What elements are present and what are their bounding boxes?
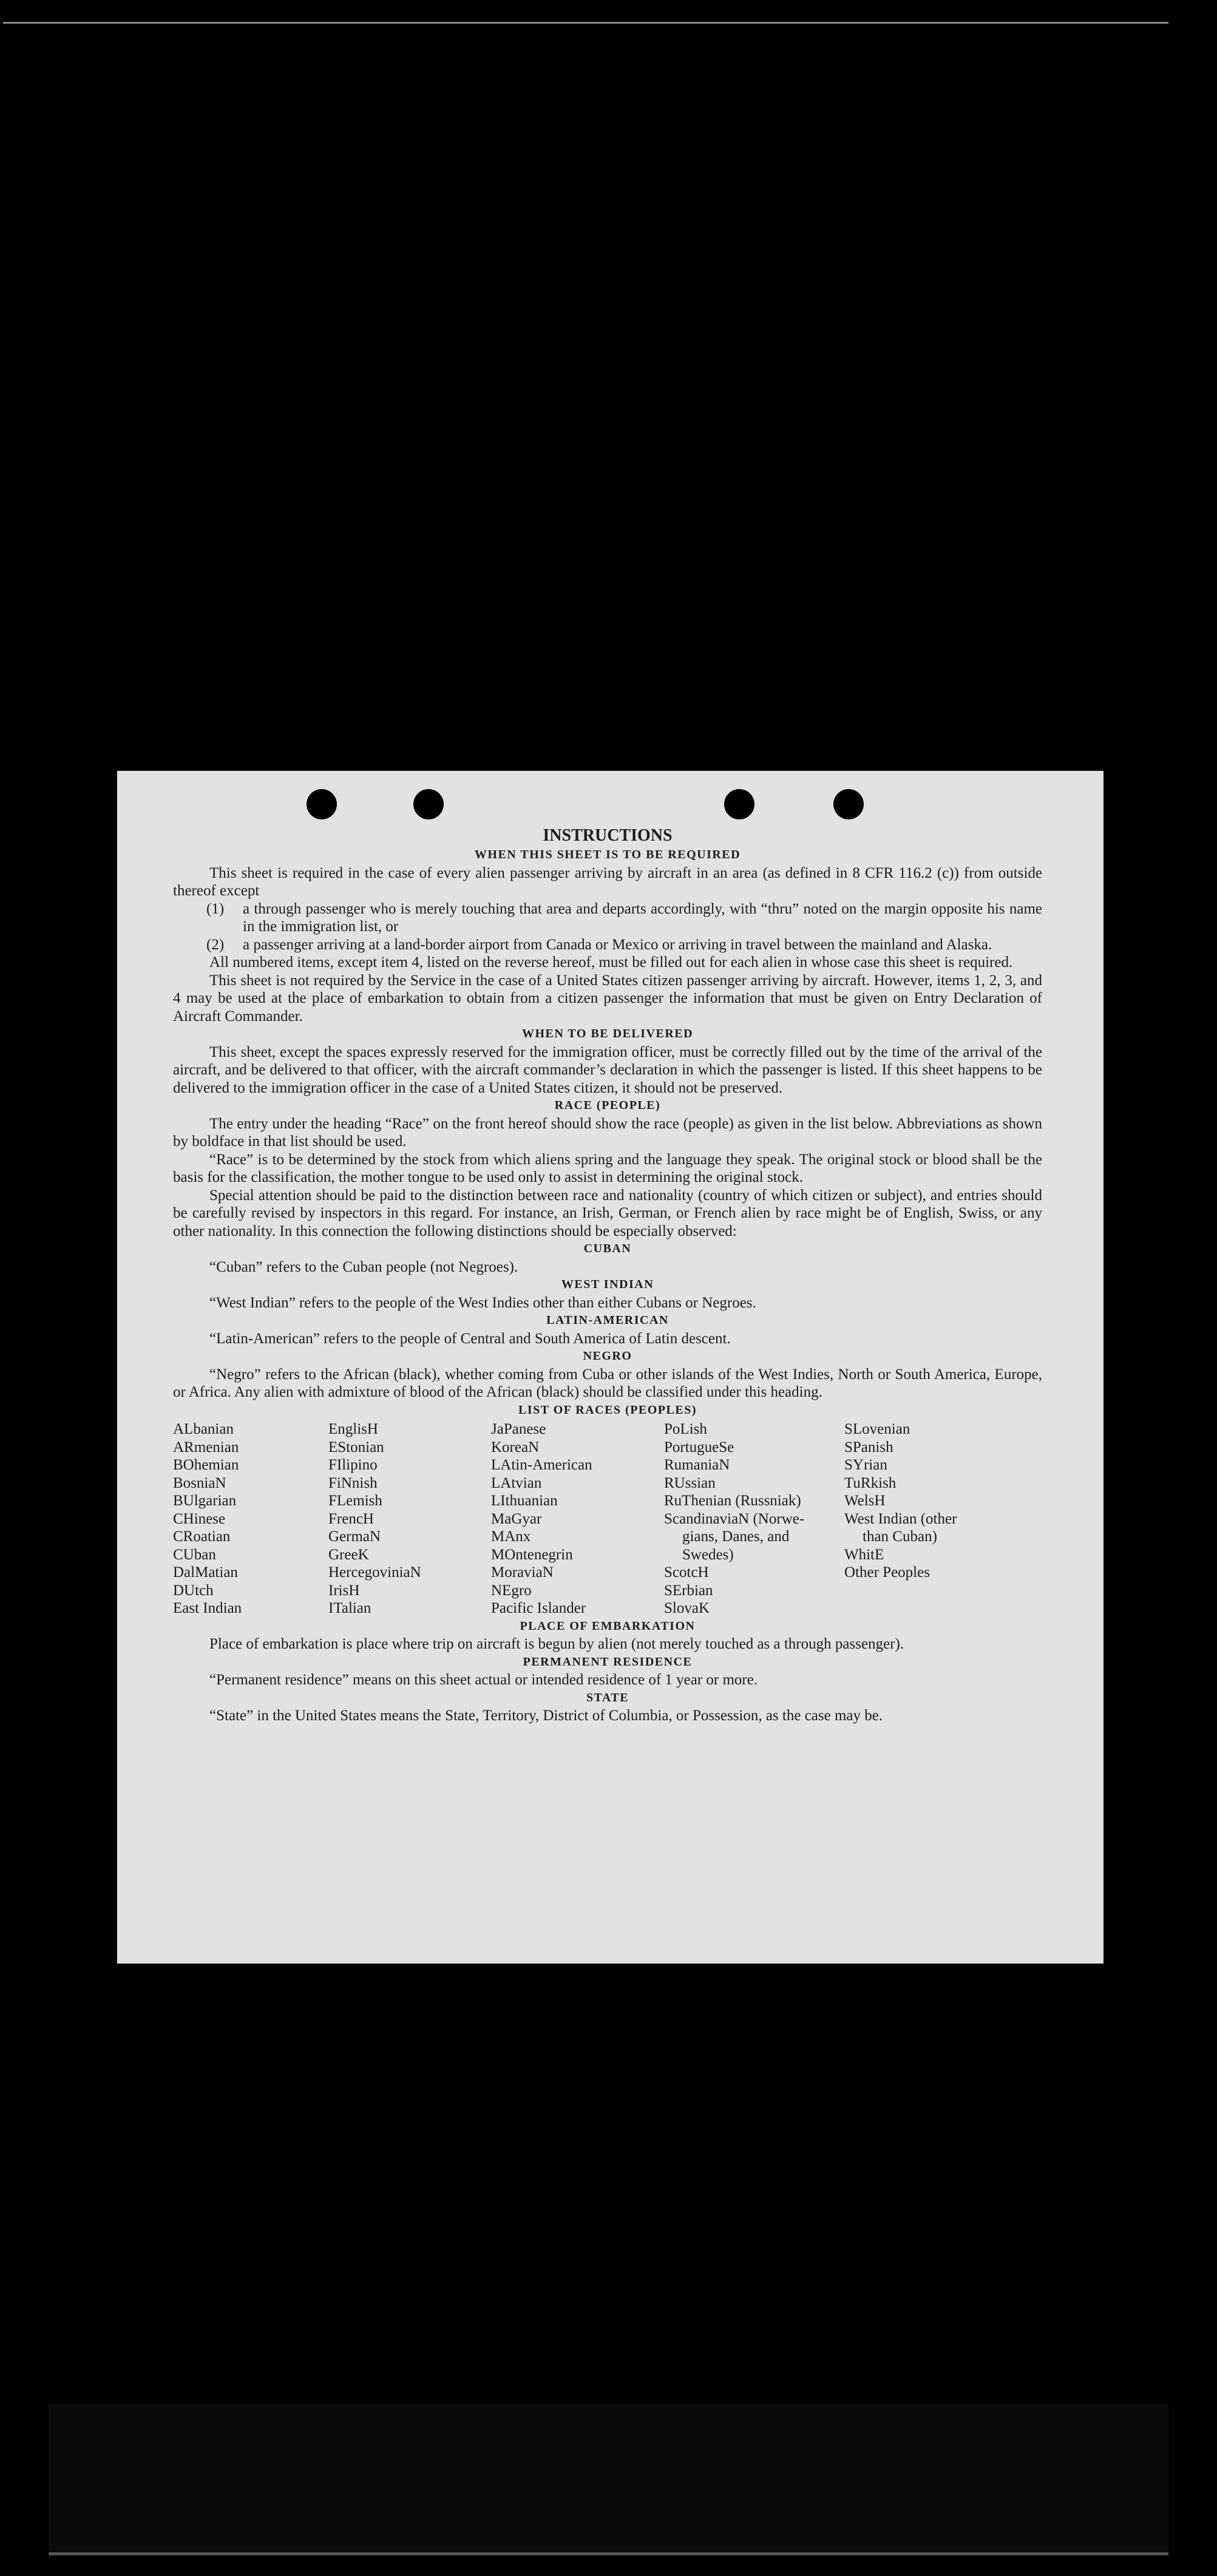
races-column xyxy=(664,1420,844,1618)
race-entry: DUtch xyxy=(173,1582,214,1599)
exception-item xyxy=(206,900,1042,936)
paragraph: This sheet, except the spaces expressly reserved for the immigration officer, must be correctly filled out by the time of the arrival of the aircraft, and be delivered to that officer, with the aircraft commander’s declaration in which the passenger is listed. If this sheet happens to be delivered to the immigration officer in the case of a United States citizen, it should not be preserved. xyxy=(173,1043,1042,1096)
instructions-text xyxy=(173,825,1042,1725)
race-entry: MoraviaN xyxy=(491,1564,554,1581)
races-column xyxy=(491,1420,664,1618)
race-entry: West Indian (other xyxy=(844,1510,957,1527)
paragraph: “State” in the United States means the State, Territory, District of Columbia, or Possession, as the case may be. xyxy=(209,1707,883,1724)
race-entry: IrisH xyxy=(328,1582,360,1599)
race-entry: EnglisH xyxy=(328,1421,378,1437)
race-entry-continued: gians, Danes, and xyxy=(682,1528,790,1545)
race-entry: Other Peoples xyxy=(844,1564,930,1581)
punch-hole xyxy=(413,789,444,819)
race-entry: SlovaK xyxy=(664,1600,710,1616)
paragraph: “Negro” refers to the African (black), whether coming from Cuba or other islands of the West Indies, North or South America, Europe, or Africa. Any alien with admixture of blood of the African (black) should be classified under this heading. xyxy=(173,1366,1042,1400)
race-entry: MaGyar xyxy=(491,1510,542,1527)
heading-latin-american: LATIN-AMERICAN xyxy=(546,1313,669,1327)
heading-place-of-embarkation: PLACE OF EMBARKATION xyxy=(520,1619,696,1633)
race-entry: MAnx xyxy=(491,1528,531,1545)
race-entry: FiNnish xyxy=(328,1474,378,1491)
race-entry: LAtvian xyxy=(491,1474,542,1491)
race-entry: JaPanese xyxy=(491,1421,546,1437)
race-entry: ScandinaviaN (Norwe- xyxy=(664,1510,805,1527)
race-entry: BOhemian xyxy=(173,1457,239,1473)
punch-hole xyxy=(724,789,754,819)
race-entry-continued: Swedes) xyxy=(682,1546,734,1563)
instruction-sheet xyxy=(117,771,1103,1964)
top-edge-line xyxy=(3,22,1168,24)
paragraph: This sheet is required in the case of every alien passenger arriving by aircraft in an area (as defined in 8 CFR 116.2 (c)) from outside thereof except xyxy=(173,864,1042,899)
paragraph: “West Indian” refers to the people of the West Indies other than either Cubans or Negroes. xyxy=(209,1294,756,1311)
race-entry: HercegoviniaN xyxy=(328,1564,421,1581)
document-title: INSTRUCTIONS xyxy=(543,826,673,845)
heading-when-required: WHEN THIS SHEET IS TO BE REQUIRED xyxy=(474,848,741,861)
race-entry: East Indian xyxy=(173,1600,242,1616)
scanner-shadow xyxy=(49,2404,1168,2552)
races-column xyxy=(328,1420,491,1618)
punch-hole xyxy=(307,789,337,819)
race-entry: CUban xyxy=(173,1546,216,1563)
paragraph: All numbered items, except item 4, listed on the reverse hereof, must be filled out for each alien in whose case this sheet is required. xyxy=(209,954,1013,971)
race-entry: Pacific Islander xyxy=(491,1600,586,1616)
race-entry-continued: than Cuban) xyxy=(863,1528,937,1545)
heading-state: STATE xyxy=(586,1690,629,1704)
race-entry: GermaN xyxy=(328,1528,381,1545)
item-number: (1) xyxy=(206,900,225,917)
race-entry: SPanish xyxy=(844,1439,893,1456)
race-entry: NEgro xyxy=(491,1582,532,1599)
race-entry: SYrian xyxy=(844,1457,887,1473)
race-entry: BUlgarian xyxy=(173,1493,237,1509)
paragraph: The entry under the heading “Race” on the front hereof should show the race (people) as given in the list below. Abbreviations as shown by boldface in that list should be used. xyxy=(173,1115,1042,1150)
race-entry: WelsH xyxy=(844,1493,886,1509)
paragraph: Place of embarkation is place where trip on aircraft is begun by alien (not merely touched as a through passenger). xyxy=(209,1636,904,1652)
race-entry: CRoatian xyxy=(173,1528,231,1545)
paragraph: Special attention should be paid to the distinction between race and nationality (country of which citizen or subject), and entries should be carefully revised by inspectors in this regard. For instance, an Irish, German, or French alien by race might be of English, Swiss, or any other nationality. In this connection the following distinctions should be especially observed: xyxy=(173,1187,1042,1239)
paragraph: “Cuban” refers to the Cuban people (not Negroes). xyxy=(209,1258,518,1275)
heading-west-indian: WEST INDIAN xyxy=(561,1278,654,1291)
paragraph: This sheet is not required by the Service in the case of a United States citizen passenger arriving by aircraft. However, items 1, 2, 3, and 4 may be used at the place of embarkation to obtain from a citizen passenger the information that must be given on Entry Declaration of Aircraft Commander. xyxy=(173,972,1042,1025)
race-entry: DalMatian xyxy=(173,1564,238,1581)
heading-list-of-races: LIST OF RACES (PEOPLES) xyxy=(518,1403,697,1417)
race-entry: PoLish xyxy=(664,1421,707,1437)
paragraph: “Race” is to be determined by the stock from which aliens spring and the language they speak. The original stock or blood shall be the basis for the classification, the mother tongue to be used only to assist in determining the original stock. xyxy=(173,1151,1042,1185)
race-entry: WhitE xyxy=(844,1546,884,1563)
heading-race: RACE (PEOPLE) xyxy=(554,1099,661,1112)
race-entry: KoreaN xyxy=(491,1439,540,1456)
bottom-edge-line xyxy=(49,2552,1168,2555)
races-column xyxy=(844,1420,1026,1618)
item-text: a through passenger who is merely touching that area and departs accordingly, with “thru” noted on the margin opposite his name in the immigration list, or xyxy=(243,900,1042,935)
race-entry: BosniaN xyxy=(173,1474,226,1491)
race-entry: RumaniaN xyxy=(664,1457,730,1473)
heading-negro: NEGRO xyxy=(583,1349,632,1363)
heading-cuban: CUBAN xyxy=(583,1242,632,1255)
race-entry: ARmenian xyxy=(173,1439,239,1456)
races-column xyxy=(173,1420,328,1618)
heading-permanent-residence: PERMANENT RESIDENCE xyxy=(523,1655,693,1669)
race-entry: GreeK xyxy=(328,1546,369,1563)
race-entry: EStonian xyxy=(328,1439,384,1456)
item-number: (2) xyxy=(206,936,225,953)
race-entry: LIthuanian xyxy=(491,1493,558,1509)
race-entry: ITalian xyxy=(328,1600,371,1616)
paragraph: “Permanent residence” means on this sheet actual or intended residence of 1 year or more. xyxy=(209,1672,758,1688)
race-entry: SLovenian xyxy=(844,1421,910,1437)
punch-hole xyxy=(833,789,864,819)
race-entry: FrencH xyxy=(328,1510,374,1527)
item-text: a passenger arriving at a land-border airport from Canada or Mexico or arriving in travel between the mainland and Alaska. xyxy=(243,936,992,953)
race-entry: FLemish xyxy=(328,1493,382,1509)
exception-item xyxy=(206,936,1042,954)
race-entry: RuThenian (Russniak) xyxy=(664,1493,801,1509)
race-entry: ScotcH xyxy=(664,1564,709,1581)
race-entry: RUssian xyxy=(664,1474,716,1491)
race-entry: ALbanian xyxy=(173,1421,234,1437)
race-entry: PortugueSe xyxy=(664,1439,734,1456)
race-entry: FIlipino xyxy=(328,1457,378,1473)
races-table xyxy=(173,1420,1042,1618)
paragraph: “Latin-American” refers to the people of Central and South America of Latin descent. xyxy=(209,1330,731,1347)
race-entry: SErbian xyxy=(664,1582,713,1599)
heading-when-delivered: WHEN TO BE DELIVERED xyxy=(521,1027,694,1040)
race-entry: TuRkish xyxy=(844,1474,897,1491)
race-entry: LAtin-American xyxy=(491,1457,592,1473)
race-entry: MOntenegrin xyxy=(491,1546,573,1563)
race-entry: CHinese xyxy=(173,1510,226,1527)
